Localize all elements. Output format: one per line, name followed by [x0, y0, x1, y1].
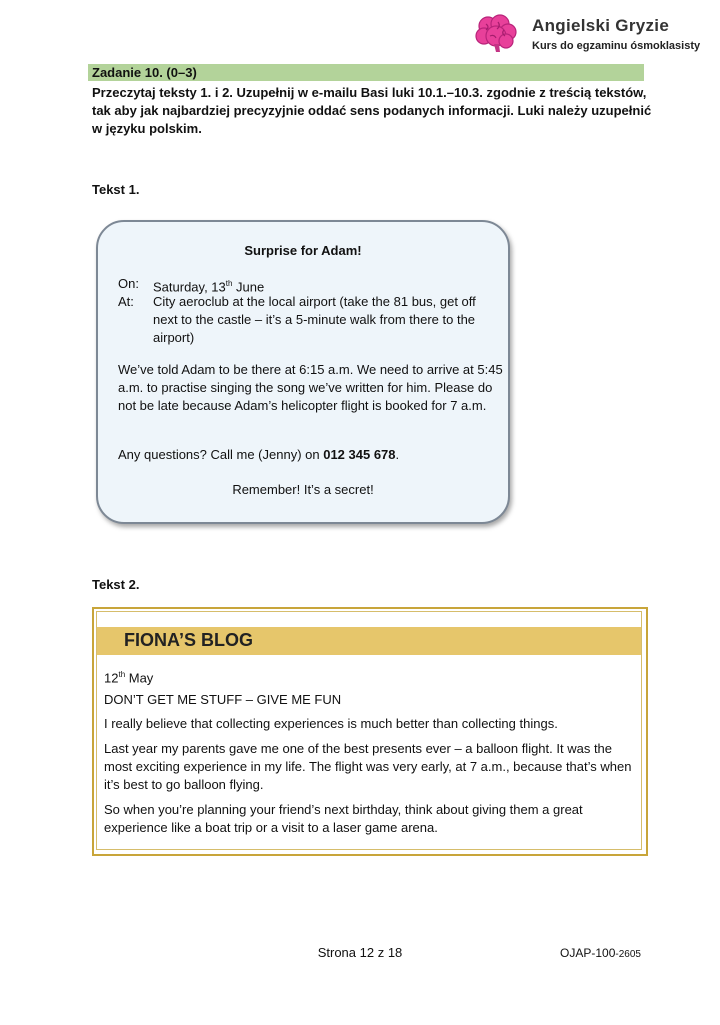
notice-at-value: City aeroclub at the local airport (take the 81 bus, get off next to the castle – it’s a 5-minute walk from there to the airport)	[153, 294, 476, 345]
brand-header	[470, 12, 710, 60]
notice-closing: Remember! It’s a secret!	[232, 482, 374, 497]
task-instruction: Przeczytaj teksty 1. i 2. Uzupełnij w e-mailu Basi luki 10.1.–10.3. zgodnie z treścią tekstów, tak aby jak najbardziej precyzyjnie oddać sens podanych informacji. Luki należy uzupełnić w języku polskim.	[92, 85, 652, 136]
task-title: Zadanie 10. (0–3)	[92, 65, 197, 80]
blog-paragraph: I really believe that collecting experiences is much better than collecting things.	[104, 716, 558, 731]
text2-label: Tekst 2.	[92, 577, 140, 592]
blog-title: FIONA’S BLOG	[124, 630, 254, 650]
exam-code: OJAP-100-2605	[560, 946, 641, 960]
blog-paragraph: Last year my parents gave me one of the best presents ever – a balloon flight. It was the most exciting experience in my life. The flight was very early, at 7 a.m., because that’s when it’s best to go balloon flying.	[104, 741, 632, 792]
page-number: Strona 12 z 18	[317, 945, 403, 960]
brand-name: Angielski Gryzie	[532, 16, 670, 35]
notice-on-value: Saturday, 13th June	[153, 279, 265, 295]
notice-on-label: On:	[118, 276, 139, 291]
notice-paragraph: We’ve told Adam to be there at 6:15 a.m. We need to arrive at 5:45 a.m. to practise singing the song we’ve written for him. Please do not be late because Adam’s helicopter flight is booked for 7 a.m.	[118, 362, 503, 413]
notice-at-label: At:	[118, 294, 134, 309]
phone-number: 012 345 678	[323, 447, 396, 462]
notice-title: Surprise for Adam!	[244, 243, 362, 258]
brand-subtitle: Kurs do egzaminu ósmoklasisty	[532, 40, 701, 52]
blog-date: 12th May	[104, 670, 154, 686]
brain-icon	[474, 14, 518, 54]
notice-questions: Any questions? Call me (Jenny) on 012 345 678.	[118, 447, 400, 462]
blog-paragraph: So when you’re planning your friend’s next birthday, think about giving them a great experience like a boat trip or a visit to a laser game arena.	[104, 802, 583, 835]
text1-label: Tekst 1.	[92, 182, 140, 197]
blog-headline: DON’T GET ME STUFF – GIVE ME FUN	[104, 692, 342, 707]
